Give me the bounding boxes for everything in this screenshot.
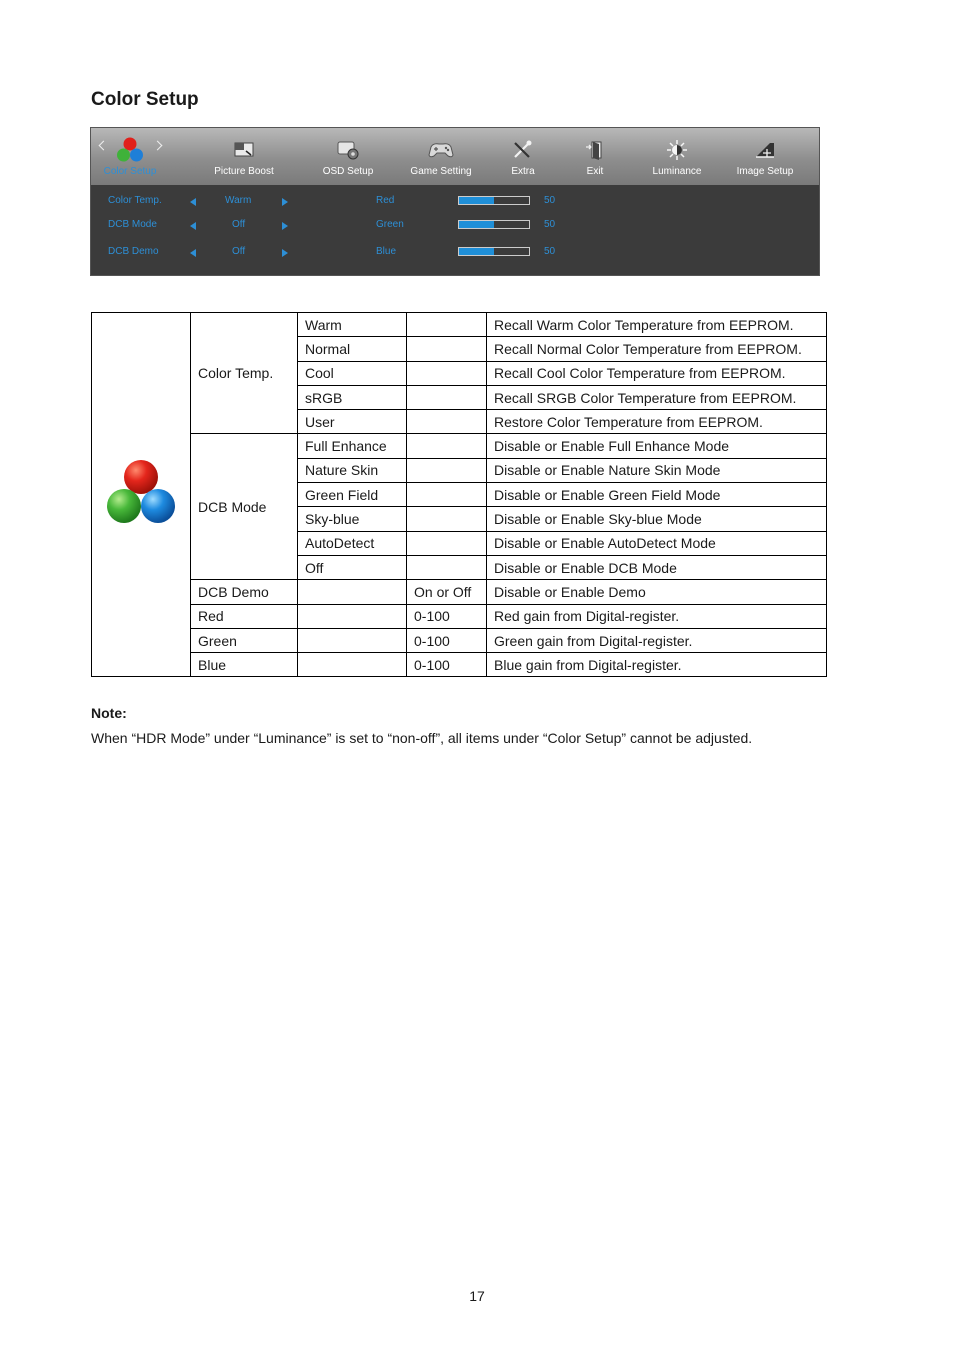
osd-tab-game-setting[interactable] — [401, 128, 481, 185]
osd-tab-picture-boost[interactable] — [204, 128, 284, 185]
osd-row-value: Off — [232, 219, 246, 230]
table-row — [92, 653, 827, 677]
triangle-left-icon[interactable] — [190, 249, 196, 257]
category-color-temp: Color Temp. — [191, 313, 298, 434]
color-balls-icon — [114, 136, 146, 164]
osd-tab-label: Extra — [511, 166, 535, 177]
option-description: Disable or Enable Full Enhance Mode — [487, 434, 827, 458]
option-description: Disable or Enable AutoDetect Mode — [487, 531, 827, 555]
table-row — [92, 434, 827, 458]
empty-cell — [298, 628, 407, 652]
color-setup-icon-cell — [92, 313, 191, 677]
table-row — [92, 628, 827, 652]
category-name: Red — [191, 604, 298, 628]
triangle-left-icon[interactable] — [190, 222, 196, 230]
triangle-right-icon[interactable] — [282, 249, 288, 257]
option-description: Green gain from Digital-register. — [487, 628, 827, 652]
gamepad-icon — [427, 139, 455, 161]
osd-level-value: 50 — [544, 219, 556, 230]
option-name: User — [298, 410, 407, 434]
osd-channel-label: Green — [376, 219, 404, 230]
empty-cell — [407, 483, 487, 507]
osd-tab-label: Image Setup — [736, 166, 794, 177]
table-row — [92, 580, 827, 604]
category-dcb-mode: DCB Mode — [191, 434, 298, 580]
option-description: Restore Color Temperature from EEPROM. — [487, 410, 827, 434]
option-name: Nature Skin — [298, 458, 407, 482]
empty-cell — [407, 531, 487, 555]
table-row — [92, 313, 827, 337]
image-setup-icon — [753, 139, 777, 161]
empty-cell — [407, 555, 487, 579]
exit-icon — [583, 139, 607, 161]
empty-cell — [407, 458, 487, 482]
osd-tab-label: Luminance — [652, 166, 702, 177]
value-range: 0-100 — [407, 604, 487, 628]
option-description: Disable or Enable Demo — [487, 580, 827, 604]
value-range: 0-100 — [407, 653, 487, 677]
value-range: On or Off — [407, 580, 487, 604]
osd-row-label: Color Temp. — [108, 195, 162, 206]
section-heading: Color Setup — [91, 89, 199, 110]
empty-cell — [407, 507, 487, 531]
option-description: Disable or Enable DCB Mode — [487, 555, 827, 579]
osd-row-value: Off — [232, 246, 246, 257]
osd-tab-exit[interactable] — [565, 128, 625, 185]
osd-tab-extra[interactable] — [490, 128, 556, 185]
option-name: Cool — [298, 361, 407, 385]
empty-cell — [298, 580, 407, 604]
empty-cell — [298, 604, 407, 628]
blue-level-bar[interactable] — [458, 247, 530, 256]
osd-tab-label: Picture Boost — [214, 166, 274, 177]
osd-tab-color-setup[interactable] — [91, 128, 169, 185]
option-description: Disable or Enable Nature Skin Mode — [487, 458, 827, 482]
tools-icon — [511, 139, 535, 161]
green-level-fill — [459, 221, 494, 228]
color-setup-table — [91, 312, 827, 677]
option-name: Warm — [298, 313, 407, 337]
value-range: 0-100 — [407, 628, 487, 652]
osd-tab-label: Game Setting — [410, 166, 472, 177]
osd-channel-label: Red — [376, 195, 395, 206]
empty-cell — [407, 337, 487, 361]
osd-row-label: DCB Demo — [108, 246, 159, 257]
green-level-bar[interactable] — [458, 220, 530, 229]
red-level-bar[interactable] — [458, 196, 530, 205]
osd-row-dcb-demo[interactable] — [91, 246, 819, 260]
triangle-right-icon[interactable] — [282, 198, 288, 206]
table-row — [92, 604, 827, 628]
option-description: Recall Warm Color Temperature from EEPROM. — [487, 313, 827, 337]
option-name: AutoDetect — [298, 531, 407, 555]
option-description: Recall Cool Color Temperature from EEPROM. — [487, 361, 827, 385]
osd-menu-bar — [91, 128, 819, 185]
osd-row-value: Warm — [225, 195, 252, 206]
osd-row-label: DCB Mode — [108, 219, 157, 230]
option-name: Off — [298, 555, 407, 579]
osd-tab-label: OSD Setup — [322, 166, 374, 177]
option-name: Green Field — [298, 483, 407, 507]
page-number: 17 — [469, 1288, 485, 1304]
option-description: Recall Normal Color Temperature from EEPROM. — [487, 337, 827, 361]
option-description: Disable or Enable Sky-blue Mode — [487, 507, 827, 531]
osd-tab-image-setup[interactable] — [725, 128, 805, 185]
option-description: Blue gain from Digital-register. — [487, 653, 827, 677]
chevron-left-icon[interactable] — [99, 141, 109, 151]
category-name: Blue — [191, 653, 298, 677]
blue-level-fill — [459, 248, 494, 255]
option-description: Disable or Enable Green Field Mode — [487, 483, 827, 507]
empty-cell — [407, 410, 487, 434]
osd-row-color-temp[interactable] — [91, 195, 819, 209]
color-balls-icon — [104, 458, 178, 528]
category-name: Green — [191, 628, 298, 652]
osd-level-value: 50 — [544, 195, 556, 206]
osd-tab-luminance[interactable] — [637, 128, 717, 185]
category-name: DCB Demo — [191, 580, 298, 604]
empty-cell — [407, 385, 487, 409]
option-description: Recall SRGB Color Temperature from EEPROM. — [487, 385, 827, 409]
osd-tab-label: Color Setup — [103, 166, 157, 177]
empty-cell — [407, 313, 487, 337]
osd-row-dcb-mode[interactable] — [91, 219, 819, 233]
option-name: sRGB — [298, 385, 407, 409]
option-name: Normal — [298, 337, 407, 361]
triangle-left-icon[interactable] — [190, 198, 196, 206]
empty-cell — [298, 653, 407, 677]
empty-cell — [407, 361, 487, 385]
osd-menu-panel — [90, 127, 820, 276]
picture-boost-icon — [232, 139, 256, 161]
sun-icon — [665, 139, 689, 161]
red-level-fill — [459, 197, 494, 204]
note-text: When “HDR Mode” under “Luminance” is set to “non-off”, all items under “Color Setup” cannot be adjusted. — [91, 730, 753, 746]
option-name: Full Enhance — [298, 434, 407, 458]
osd-tab-label: Exit — [586, 166, 604, 177]
osd-setup-icon — [336, 139, 360, 161]
chevron-right-icon[interactable] — [153, 141, 163, 151]
empty-cell — [407, 434, 487, 458]
osd-tab-osd-setup[interactable] — [308, 128, 388, 185]
note-title: Note: — [91, 705, 127, 721]
option-description: Red gain from Digital-register. — [487, 604, 827, 628]
osd-channel-label: Blue — [376, 246, 397, 257]
triangle-right-icon[interactable] — [282, 222, 288, 230]
osd-level-value: 50 — [544, 246, 556, 257]
option-name: Sky-blue — [298, 507, 407, 531]
